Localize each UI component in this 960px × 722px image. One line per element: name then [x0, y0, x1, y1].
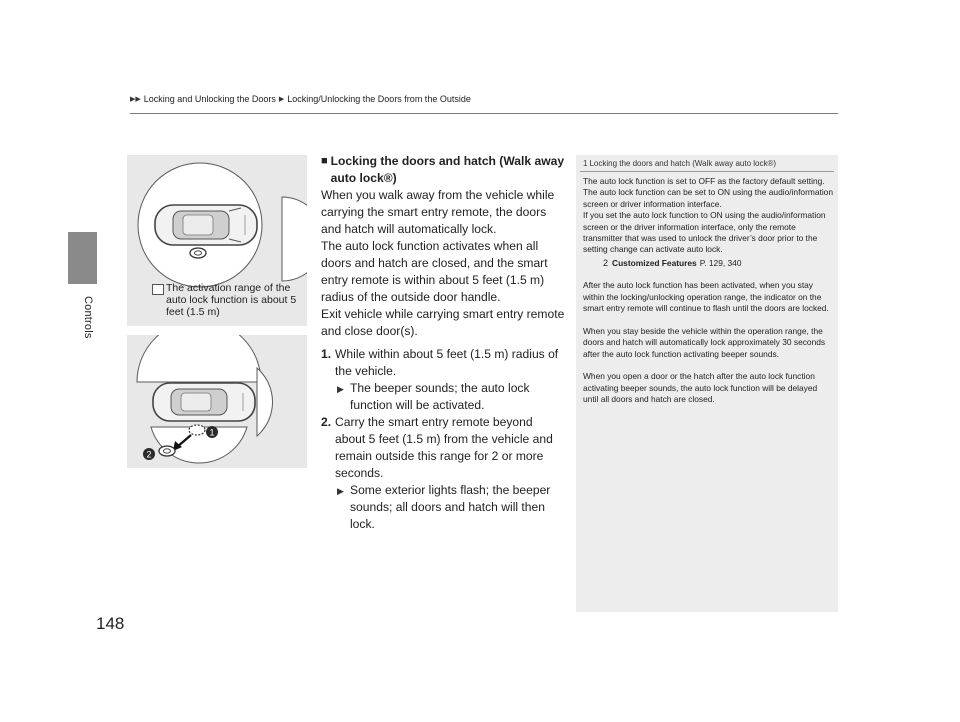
figure-legend — [152, 282, 302, 318]
note-ref-number: 1 — [583, 159, 588, 168]
step-2 — [321, 414, 565, 482]
reference-title[interactable]: Customized Features — [612, 257, 697, 268]
main-content — [321, 153, 565, 533]
reference-pages: P. 129, 340 — [699, 257, 742, 268]
result-text: The beeper sounds; the auto lock function will be activated. — [350, 381, 530, 412]
step-number: 1. — [321, 347, 332, 361]
note-body — [583, 176, 833, 417]
result-text: Some exterior lights flash; the beeper sounds; all doors and hatch will then lock. — [350, 483, 551, 531]
section-bullet-icon: ■ — [321, 155, 328, 167]
step-1-result — [321, 380, 565, 414]
remote-near-icon — [189, 425, 205, 435]
section-title-text: Locking the doors and hatch (Walk away auto lock®) — [330, 154, 565, 185]
breadcrumb-arrow-icon: ▶▶ — [130, 96, 141, 103]
step-text: While within about 5 feet (1.5 m) radius of the vehicle. — [335, 347, 559, 378]
legend-swatch — [152, 284, 164, 295]
side-section-label: Controls — [82, 296, 94, 339]
note-divider — [580, 171, 834, 172]
header-divider — [130, 113, 838, 114]
step-text: Carry the smart entry remote beyond about 5 feet (1.5 m) from the vehicle and remain outside this range for 2 or more seconds. — [335, 415, 553, 480]
breadcrumb-item[interactable]: Locking and Unlocking the Doors — [143, 94, 276, 104]
note-title: Locking the doors and hatch (Walk away auto lock®) — [589, 159, 777, 168]
paragraph: Exit vehicle while carrying smart entry remote and close door(s). — [321, 307, 565, 338]
paragraph: The auto lock function activates when all doors and hatch are closed, and the smart entry remote is within about 5 feet (1.5 m) radius of the outside door handle. — [321, 239, 548, 304]
car-top-view — [153, 383, 255, 421]
step-number: 2. — [321, 415, 332, 429]
step-marker-2-label: 2 — [146, 449, 152, 460]
step-1 — [321, 346, 565, 380]
note-paragraph: After the auto lock function has been activated, when you stay within the locking/unlocking operation range, the indicator on the smart entry remote will continue to flash until the doors are locked. — [583, 280, 829, 314]
note-paragraph: If you set the auto lock function to ON using the audio/information screen or the driver information interface, only the remote transmitter that was used to unlock the driver’s door prior to the setting change can activate auto lock. — [583, 210, 826, 255]
result-arrow-icon: ▶ — [337, 384, 344, 394]
breadcrumb-item[interactable]: Locking/Unlocking the Doors from the Outside — [287, 94, 471, 104]
smart-entry-remote-icon — [190, 248, 206, 258]
note-paragraph: When you open a door or the hatch after the auto lock function activating beeper sounds, the auto lock function will be delayed until all doors and hatch are closed. — [583, 371, 818, 405]
reference-icon: 2 — [603, 257, 609, 268]
walk-away-figure — [127, 335, 307, 468]
car-top-view — [155, 205, 257, 245]
step-marker-1-label: 1 — [209, 427, 215, 438]
result-arrow-icon: ▶ — [337, 486, 344, 496]
legend-text: The activation range of the auto lock function is about 5 feet (1.5 m) — [166, 282, 297, 318]
section-title — [321, 153, 565, 187]
note-header — [583, 159, 776, 168]
paragraph: When you walk away from the vehicle while carrying the smart entry remote, the doors and hatch will automatically lock. — [321, 188, 555, 236]
remote-far-icon — [159, 446, 175, 456]
side-tab — [68, 232, 97, 284]
note-paragraph: The auto lock function is set to OFF as the factory default setting. The auto lock function can be set to ON using the audio/information screen or driver information interface. — [583, 176, 834, 209]
step-2-result — [321, 482, 565, 533]
side-note — [576, 155, 838, 612]
note-paragraph: When you stay beside the vehicle within the operation range, the doors and hatch will automatically lock approximately 30 seconds after the auto lock function activating beeper sounds. — [583, 325, 826, 359]
walk-away-illustration — [127, 335, 307, 468]
breadcrumb-arrow-icon: ▶ — [278, 96, 285, 103]
cross-reference[interactable] — [583, 258, 833, 269]
page-number: 148 — [96, 614, 125, 633]
breadcrumb — [130, 94, 471, 104]
